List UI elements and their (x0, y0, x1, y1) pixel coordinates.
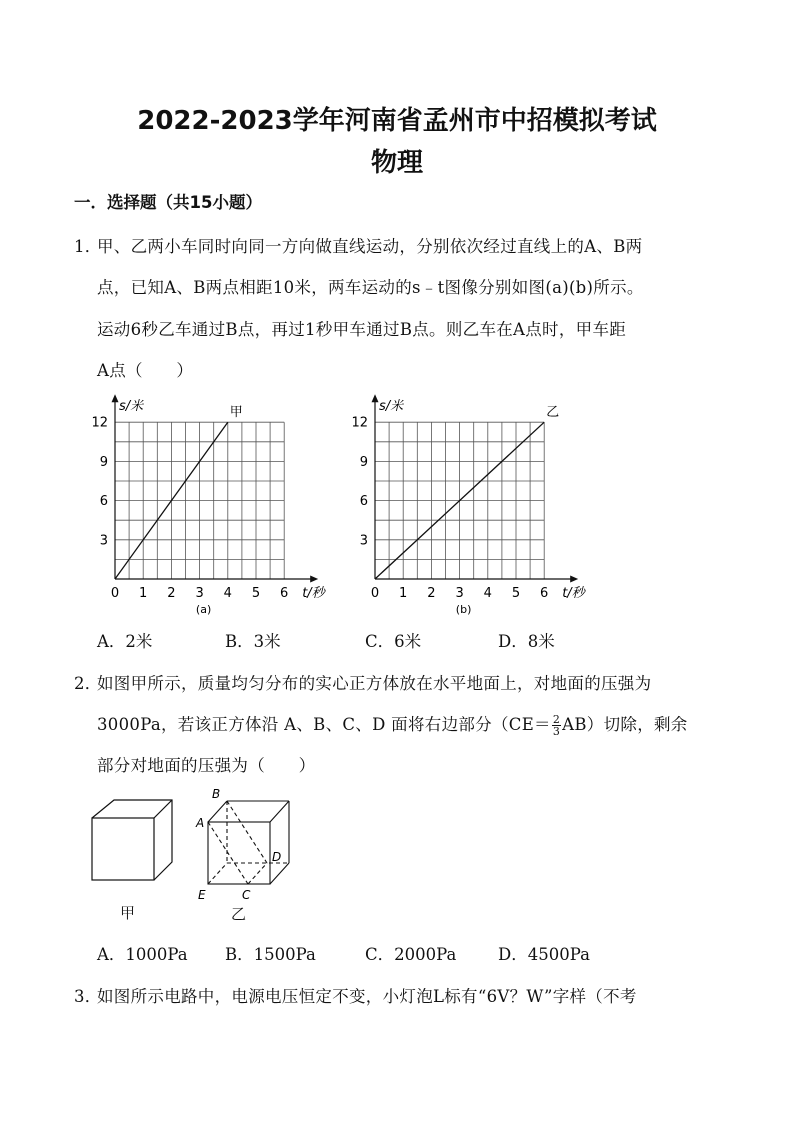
text-before-fraction: 3000Pa，若该正方体沿 A、B、C、D 面将右边部分（CE＝ (97, 715, 551, 734)
fraction-two-thirds (552, 714, 561, 737)
y-tick-label: 3 (99, 533, 108, 549)
y-axis-arrow (112, 394, 119, 402)
y-tick-label: 9 (99, 454, 108, 470)
question-number: 1． (74, 237, 102, 256)
chart-caption: (b) (455, 603, 472, 616)
section-heading: 一．选择题（共15小题） (74, 193, 262, 212)
y-axis-label: s/米 (119, 399, 144, 415)
y-tick-label: 3 (359, 533, 368, 549)
vertex-e-label: E (198, 888, 206, 902)
y-tick-label: 6 (99, 494, 108, 510)
fraction-denominator: 3 (552, 725, 561, 738)
vertex-b-label: B (212, 787, 221, 801)
question-number: 3． (74, 987, 102, 1006)
y-axis-arrow (372, 394, 379, 402)
vertex-c-label: C (242, 888, 251, 902)
question-text-line: 部分对地面的压强为（ ） (97, 756, 316, 775)
question-text-line: 运动6秒乙车通过B点，再过1秒甲车通过B点。则乙车在A点时，甲车距 (97, 320, 627, 339)
question-text-line: A点（ ） (97, 361, 194, 380)
option-c[interactable]: C．2000Pa (365, 945, 457, 964)
vertex-d-label: D (272, 850, 282, 864)
x-tick-label: 3 (455, 586, 464, 601)
chart-caption: (a) (195, 603, 212, 616)
text-after-fraction: AB）切除，剩余 (562, 715, 688, 734)
option-d[interactable]: D．4500Pa (498, 945, 590, 964)
cut-cube-figure (192, 786, 298, 908)
x-axis-label: t/秒 (562, 586, 585, 601)
st-graph-b (344, 385, 604, 617)
option-b[interactable]: B．1500Pa (225, 945, 316, 964)
fraction-numerator: 2 (552, 713, 561, 726)
solid-cube-figure (88, 796, 180, 886)
x-axis-arrow (310, 576, 318, 583)
question-text-line (97, 711, 688, 737)
y-tick-label: 9 (359, 454, 368, 470)
question-text-line: 如图所示电路中，电源电压恒定不变，小灯泡L标有“6V？W”字样（不考 (97, 987, 637, 1006)
figure-label-jia: 甲 (120, 904, 136, 922)
option-d[interactable]: D．8米 (498, 632, 555, 651)
x-tick-label: 1 (139, 586, 148, 601)
x-tick-label: 0 (110, 586, 120, 601)
x-tick-label: 0 (370, 586, 380, 601)
question-text-line: 甲、乙两小车同时向同一方向做直线运动，分别依次经过直线上的A、B两 (97, 237, 643, 256)
y-axis-label: s/米 (379, 399, 404, 415)
x-tick-label: 5 (251, 586, 261, 601)
st-graph-a (84, 385, 344, 617)
question-text-line: 如图甲所示，质量均匀分布的实心正方体放在水平地面上，对地面的压强为 (97, 674, 652, 693)
subject-title: 物理 (370, 148, 423, 178)
x-tick-label: 6 (280, 586, 289, 601)
figure-label-yi: 乙 (231, 905, 247, 923)
y-tick-label: 12 (351, 415, 368, 431)
option-b[interactable]: B．3米 (225, 632, 281, 651)
y-tick-label: 12 (91, 415, 108, 431)
x-tick-label: 6 (540, 586, 549, 601)
x-tick-label: 3 (195, 586, 204, 601)
x-tick-label: 4 (483, 586, 492, 601)
vertex-a-label: A (196, 816, 205, 830)
option-a[interactable]: A．1000Pa (97, 945, 188, 964)
x-axis-arrow (570, 576, 578, 583)
x-tick-label: 1 (399, 586, 408, 601)
option-c[interactable]: C．6米 (365, 632, 422, 651)
x-tick-label: 4 (223, 586, 232, 601)
question-number: 2． (74, 674, 102, 693)
option-a[interactable]: A．2米 (97, 632, 153, 651)
x-tick-label: 5 (511, 586, 521, 601)
y-tick-label: 6 (359, 494, 368, 510)
series-label: 甲 (229, 405, 243, 421)
page-title: 2022-2023学年河南省孟州市中招模拟考试 (137, 106, 657, 136)
series-label: 乙 (546, 405, 560, 421)
x-axis-label: t/秒 (302, 586, 325, 601)
x-tick-label: 2 (427, 586, 436, 601)
x-tick-label: 2 (167, 586, 176, 601)
question-text-line: 点，已知A、B两点相距10米，两车运动的s﹣t图像分别如图(a)(b)所示。 (97, 278, 644, 297)
